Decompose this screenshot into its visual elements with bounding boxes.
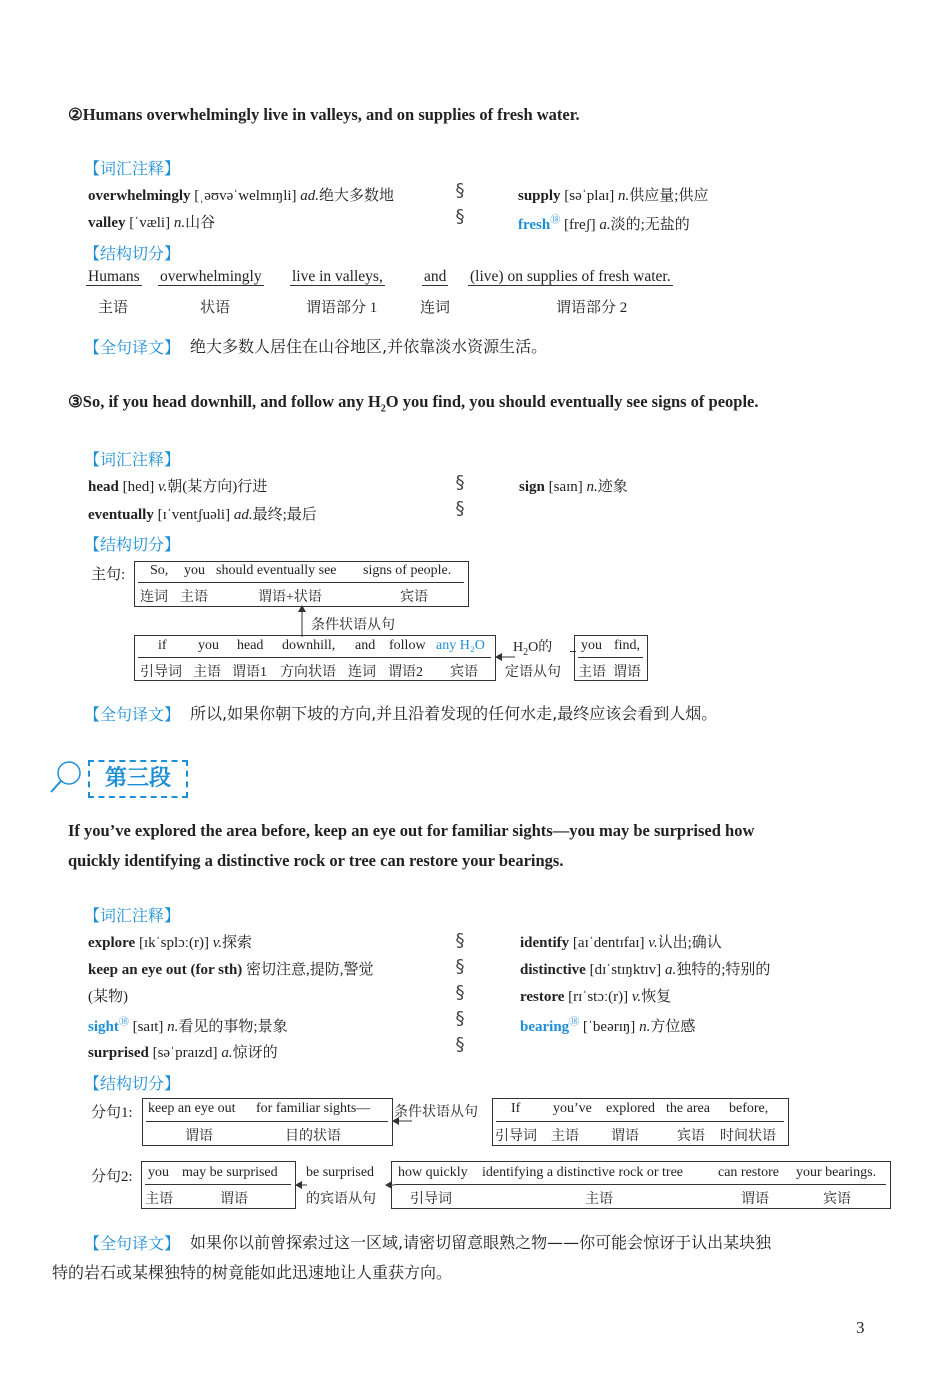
vocab-entry: keep an eye out (for sth) 密切注意,提防,警觉 [88,962,374,978]
struct-part: live in valleys, [292,268,383,285]
struct-label: 主语 [98,300,129,316]
cell: for familiar sights— [256,1101,371,1116]
arrow-up [296,604,308,638]
cell-label: 目的状语 [285,1129,341,1144]
vocab-entry: identify [aɪˈdentɪfaɪ] v.认出;确认 [520,935,722,951]
vocab-entry: head [hed] v.朝(某方向)行进 [88,479,268,495]
cell: how quickly [398,1165,468,1180]
attr-label: 定语从句 [505,665,561,680]
wave-divider: § § [455,472,465,519]
cell-label: 宾语 [677,1129,705,1144]
vocab-entry: fresh⑱ [freʃ] a.淡的;无盐的 [518,215,690,233]
cell: explored [606,1101,655,1116]
cell: before, [729,1101,769,1116]
cell: your bearings. [796,1165,877,1180]
cell: the area [666,1101,710,1116]
cell: may be surprised [182,1165,278,1180]
vocab-tag: 【词汇注释】 [84,159,181,178]
cell: you [184,563,205,578]
cell-label: 时间状语 [720,1129,776,1144]
clause2-label: 分句2: [91,1169,133,1185]
cell-label: 谓语 [613,665,641,680]
vocab-entry: bearing⑱ [ˈbeərɪŋ] n.方位感 [520,1017,696,1035]
trans-tag: 【全句译文】 [84,705,181,724]
cell-label: 主语 [585,1192,613,1207]
struct-label: 状语 [200,300,231,316]
cell: identifying a distinctive rock or tree [482,1165,683,1180]
wave-divider: § § [455,180,465,227]
divider [138,657,491,658]
sentence-3: ③So, if you head downhill, and follow any $H_2O$ you find, you should eventually see signs of people. [68,392,759,415]
cell-label: 宾语 [823,1192,851,1207]
cell: if [158,638,167,653]
mid-label: 的宾语从句 [306,1192,376,1207]
vocab-entry: (某物) [88,989,128,1005]
struct-label: 连词 [420,300,451,316]
cell-label: 方向状语 [280,665,336,680]
vocab-entry: valley [ˈvæli] n.山谷 [88,215,216,231]
paragraph-line: quickly identifying a distinctive rock or tree can restore your bearings. [68,851,564,870]
trans-tag: 【全句译文】 [84,1234,181,1253]
cell-label: 谓语+状语 [258,590,322,605]
cell-label: 主语 [551,1129,579,1144]
vocab-entry: restore [rɪˈstɔː(r)] v.恢复 [520,989,672,1005]
translation: 如果你以前曾探索过这一区域,请密切留意眼熟之物——你可能会惊讶于认出某块独 [190,1233,772,1252]
struct-part: and [424,268,447,285]
vocab-entry: surprised [səˈpraɪzd] a.惊讶的 [88,1045,278,1061]
cell: you’ve [553,1101,592,1116]
cell-label: 引导词 [410,1192,452,1207]
struct-tag: 【结构切分】 [84,1074,181,1093]
cell: you [148,1165,169,1180]
translation: 绝大多数人居住在山谷地区,并依靠淡水资源生活。 [190,337,548,356]
cell-label: 谓语 [741,1192,769,1207]
cell: can restore [718,1165,780,1180]
cell-label: 主语 [180,590,208,605]
cell: signs of people. [363,563,452,578]
vocab-entry: overwhelmingly [ˌəʊvəˈwelmɪŋli] ad.绝大多数地 [88,188,395,204]
attr-head: $H_2O$的 [513,640,553,658]
mid-text: be surprised [306,1165,375,1180]
vocab-tag: 【词汇注释】 [84,450,181,469]
cell: you [198,638,219,653]
cell: So, [150,563,169,578]
cond-label: 条件状语从句 [311,618,395,633]
vocab-entry: explore [ɪkˈsplɔː(r)] v.探索 [88,935,252,951]
cell-label: 主语 [145,1192,173,1207]
cell: downhill, [282,638,336,653]
struct-label: 谓语部分 1 [306,300,378,316]
vocab-entry: eventually [ɪˈventʃuəli] ad.最终;最后 [88,507,317,523]
cell-label: 引导词 [495,1129,537,1144]
cell-label: 引导词 [140,665,182,680]
vocab-tag: 【词汇注释】 [84,906,181,925]
vocab-entry: distinctive [dɪˈstɪŋktɪv] a.独特的;特别的 [520,962,771,978]
cell-label: 谓语2 [388,665,423,680]
paragraph-line: If you’ve explored the area before, keep an eye out for familiar sights—you may be surprised how [68,821,755,840]
cell: should eventually see [216,563,337,578]
page-number: 3 [856,1318,865,1337]
divider [138,582,464,583]
struct-tag: 【结构切分】 [84,244,181,263]
vocab-entry: supply [səˈplaɪ] n.供应量;供应 [518,188,709,204]
section-title: 第三段 [88,760,188,798]
trans-tag: 【全句译文】 [84,338,181,357]
translation: 特的岩石或某棵独特的树竟能如此迅速地让人重获方向。 [52,1263,453,1282]
cell: follow [389,638,426,653]
vocab-entry: sight⑱ [saɪt] n.看见的事物;景象 [88,1017,288,1035]
cond-label: 条件状语从句 [394,1105,478,1120]
clause1-label: 分句1: [91,1105,133,1121]
translation: 所以,如果你朝下坡的方向,并且沿着发现的任何水走,最终应该会看到人烟。 [190,704,718,723]
cell-label: 主语 [193,665,221,680]
struct-part: overwhelmingly [160,268,262,285]
divider [578,657,643,658]
struct-part: Humans [88,268,140,285]
divider [395,1184,886,1185]
cell: head [237,638,264,653]
cell-label: 宾语 [450,665,478,680]
cell-label: 谓语 [611,1129,639,1144]
magnifier-icon [48,758,84,796]
cell-label: 连词 [348,665,376,680]
cell: any H₂O [436,638,485,653]
cell-label: 连词 [140,590,168,605]
cell: and [355,638,376,653]
cell-label: 谓语 [185,1129,213,1144]
cell: keep an eye out [148,1101,236,1116]
struct-tag: 【结构切分】 [84,535,181,554]
cell: find, [614,638,641,653]
sentence-2: ②Humans overwhelmingly live in valleys, and on supplies of fresh water. [68,105,580,124]
cell-label: 谓语1 [232,665,267,680]
struct-part: (live) on supplies of fresh water. [470,268,671,285]
cell: you [581,638,602,653]
struct-label: 谓语部分 2 [556,300,628,316]
divider [145,1184,291,1185]
divider [496,1121,784,1122]
main-clause-label: 主句: [91,567,126,583]
wave-divider: § § § § § [455,930,465,1055]
cell: If [511,1101,521,1116]
cell-label: 谓语 [220,1192,248,1207]
divider [146,1121,388,1122]
cell-label: 宾语 [400,590,428,605]
cell-label: 主语 [578,665,606,680]
vocab-entry: sign [saɪn] n.迹象 [519,479,628,495]
